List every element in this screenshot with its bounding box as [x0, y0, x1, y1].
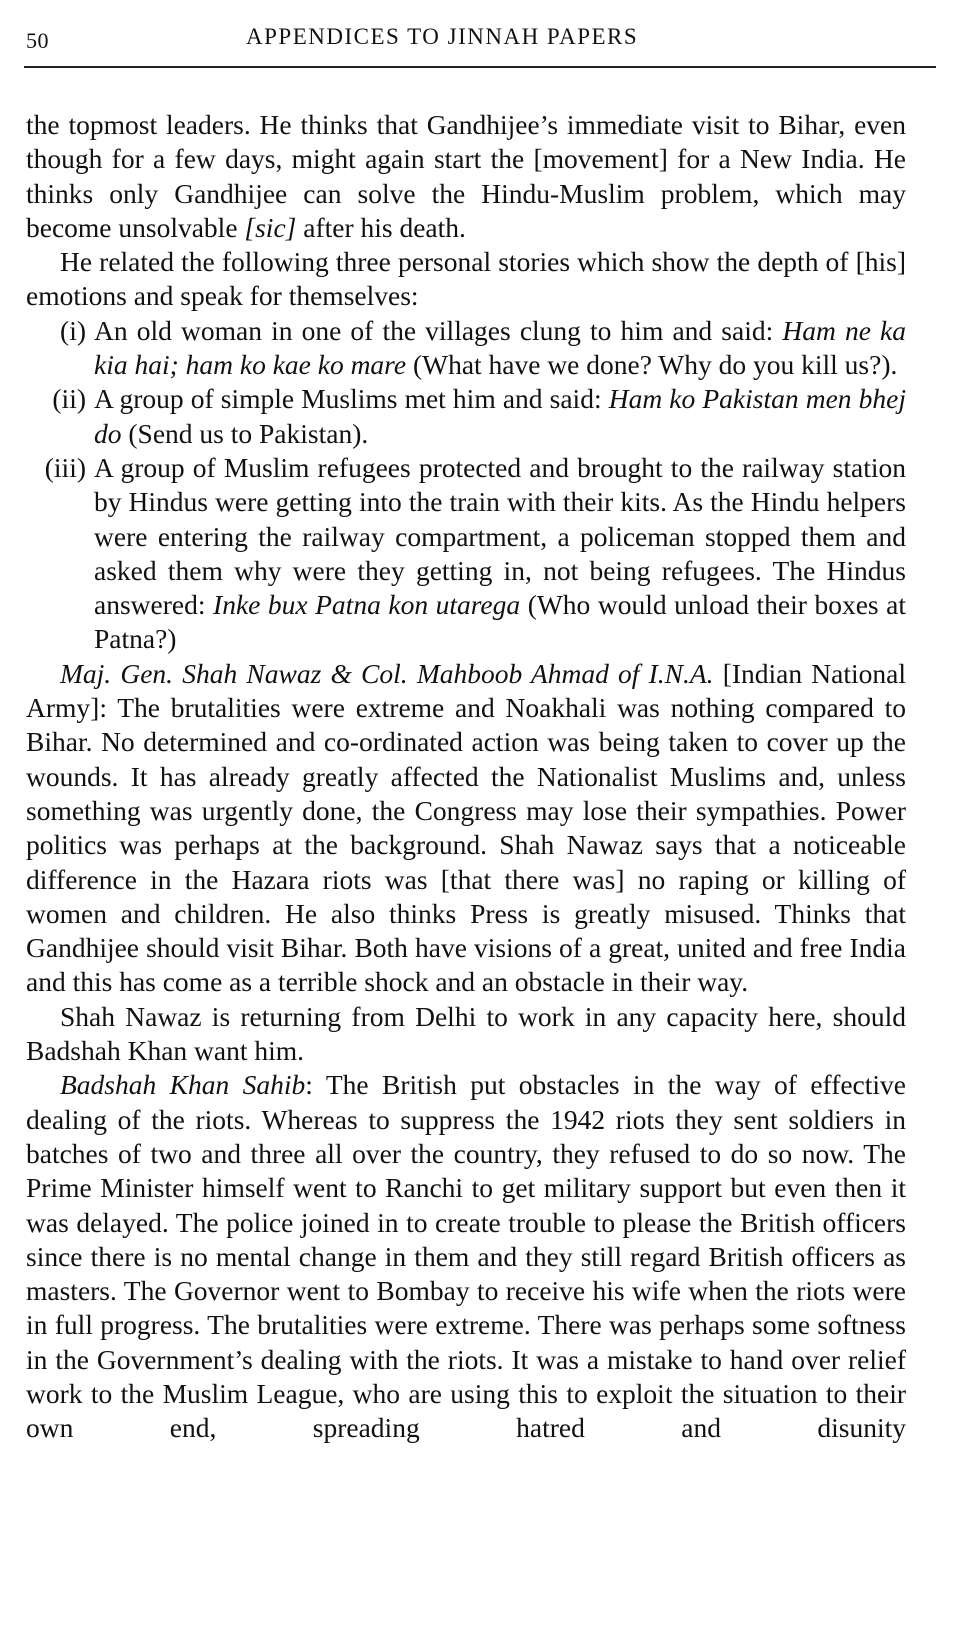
page-body — [26, 108, 906, 1446]
sic-note: [sic] — [244, 211, 297, 243]
story-quote: Ham ko Pakistan men bhej do — [94, 383, 906, 449]
story-text: A group of simple Muslims met him and said: — [94, 383, 609, 415]
story-translation: (Who would unload their boxes at Patna?) — [94, 589, 907, 655]
page-header — [26, 14, 934, 58]
paragraph-5-text: : The British put obstacles in the way of effective dealing of the riots. Whereas to suppress the 1942 riots they sent soldiers in batches of two and three all over the country, they refused to do so now. The Prime Minister himself went to Ranchi to get military support but even then it was delayed. The police joined in to create trouble to please the British officers since there is no mental change in them and they still regard British officers as masters. The Governor went to Bombay to receive his wife when the riots were in full progress. The brutalities were extreme. There was perhaps some softness in the Government’s dealing with the riots. It was a mistake to hand over relief work to the Muslim League, who are using this to exploit the situation to their own end, spreading hatred and disunity — [26, 1069, 906, 1444]
paragraph-1 — [26, 108, 906, 245]
paragraph-5 — [26, 1068, 906, 1445]
stories-list — [26, 314, 906, 657]
story-quote: Ham ne ka kia hai; ham ko kae ko mare — [94, 314, 906, 381]
story-item — [26, 451, 906, 657]
paragraph-3-text: [Indian National Army]: The brutalities were extreme and Noakhali was nothing compared to Bihar. No determined and co-ordinated action was being taken to cover up the wounds. It has already greatly affected the Nationalist Muslims and, unless something was urgently done, the Congress may lose their sympathies. Power politics was perhaps at the background. Shah Nawaz says that a noticeable difference in the Hazara riots was [that there was] no raping or killing of women and children. He also thinks Press is greatly misused. Thinks that Gandhijee should visit Bihar. Both have visions of a great, united and free India and this has come as a terrible shock and an obstacle in their way. — [26, 657, 906, 998]
paragraph-4: Shah Nawaz is returning from Delhi to work in any capacity here, should Badshah Khan want him. — [26, 1000, 906, 1067]
speaker-name: Maj. Gen. Shah Nawaz & Col. Mahboob Ahmad of I.N.A. — [60, 657, 714, 689]
story-quote: Inke bux Patna kon utarega — [213, 589, 521, 621]
paragraph-2: He related the following three personal stories which show the depth of [his] emotions and speak for themselves: — [26, 246, 906, 312]
paragraph-1-text: the topmost leaders. He thinks that Gandhijee’s immediate visit to Bihar, even though for a few days, might again start the [movement] for a New India. He thinks only Gandhijee can solve the Hindu-Muslim problem, which may become unsolvable — [26, 109, 906, 243]
story-translation: (Send us to Pakistan). — [121, 417, 369, 449]
story-text: A group of Muslim refugees protected and brought to the railway station by Hindus were getting into the train with their kits. As the Hindu helpers were entering the railway compartment, a policeman stopped them and asked them why were they getting in, not being refugees. The Hindus answered: — [94, 451, 906, 621]
page-number: 50 — [26, 28, 49, 53]
story-number: (iii) — [44, 451, 86, 483]
story-item — [26, 314, 906, 383]
speaker-name: Badshah Khan Sahib — [60, 1069, 306, 1101]
story-number: (i) — [60, 314, 86, 346]
story-item — [26, 382, 906, 451]
paragraph-1-end: after his death. — [296, 211, 466, 243]
paragraph-3 — [26, 657, 906, 1000]
story-number: (ii) — [52, 383, 86, 415]
story-text: An old woman in one of the villages clung to him and said: — [94, 314, 783, 346]
story-translation: (What have we done? Why do you kill us?). — [406, 349, 898, 381]
running-title: APPENDICES TO JINNAH PAPERS — [246, 24, 639, 49]
header-rule — [24, 66, 936, 68]
